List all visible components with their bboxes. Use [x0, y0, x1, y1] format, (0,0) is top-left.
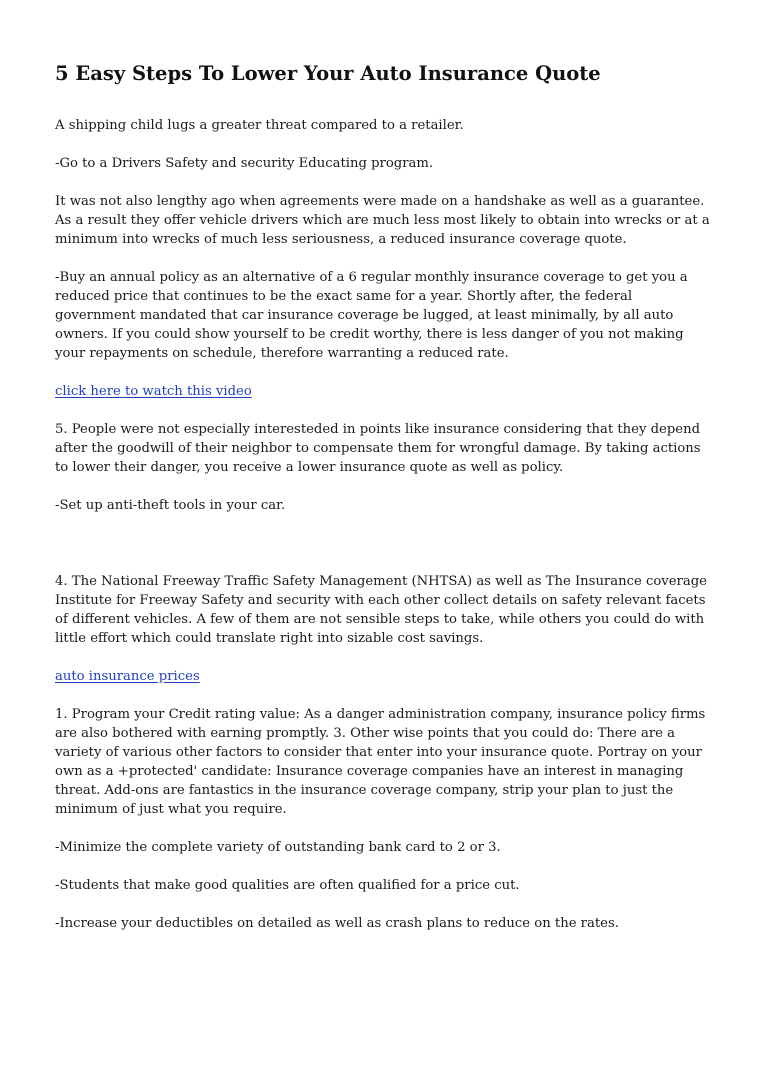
paragraph-7: 4. The National Freeway Traffic Safety Management (NHTSA) as well as The Insurance coverage Institute for Freeway Safety and security with each other collect details on safety relevant facets of different vehicles. A few of them are not sensible steps to take, while others you could do with little effort which could translate right into sizable cost savings.: [55, 574, 707, 646]
paragraph-9: -Minimize the complete variety of outstanding bank card to 2 or 3.: [55, 840, 501, 855]
paragraph-6: -Set up anti-theft tools in your car.: [55, 498, 286, 513]
video-link-paragraph: [55, 382, 715, 401]
paragraph-2: -Go to a Drivers Safety and security Educating program.: [55, 156, 434, 171]
watch-video-link[interactable]: click here to watch this video: [55, 384, 252, 399]
paragraph-3: It was not also lengthy ago when agreements were made on a handshake as well as a guarantee. As a result they offer vehicle drivers which are much less most likely to obtain into wrecks or at a minimum into wrecks of much less seriousness, a reduced insurance coverage quote.: [55, 194, 710, 247]
document-title: 5 Easy Steps To Lower Your Auto Insurance Quote: [55, 62, 601, 85]
paragraph-11: -Increase your deductibles on detailed as well as crash plans to reduce on the rates.: [55, 916, 619, 931]
paragraph-1: A shipping child lugs a greater threat compared to a retailer.: [55, 118, 464, 133]
auto-insurance-prices-link[interactable]: auto insurance prices: [55, 669, 200, 684]
blank-space: [55, 534, 715, 572]
prices-link-paragraph: [55, 667, 715, 686]
paragraph-4: -Buy an annual policy as an alternative of a 6 regular monthly insurance coverage to get you a reduced price that continues to be the exact same for a year. Shortly after, the federal government mandated that car insurance coverage be lugged, at least minimally, by all auto owners. If you could show yourself to be credit worthy, there is less danger of you not making your repayments on schedule, therefore warranting a reduced rate.: [55, 270, 688, 361]
paragraph-10: -Students that make good qualities are often qualified for a price cut.: [55, 878, 520, 893]
paragraph-8: 1. Program your Credit rating value: As a danger administration company, insurance policy firms are also bothered with earning promptly. 3. Other wise points that you could do: There are a variety of various other factors to consider that enter into your insurance quote. Portray on your own as a +protected' candidate: Insurance coverage companies have an interest in managing threat. Add-ons are fantastics in the insurance coverage company, strip your plan to just the minimum of just what you require.: [55, 707, 706, 817]
paragraph-5: 5. People were not especially interesteded in points like insurance considering that they depend after the goodwill of their neighbor to compensate them for wrongful damage. By taking actions to lower their danger, you receive a lower insurance quote as well as policy.: [55, 422, 701, 475]
document-page: [55, 62, 715, 952]
